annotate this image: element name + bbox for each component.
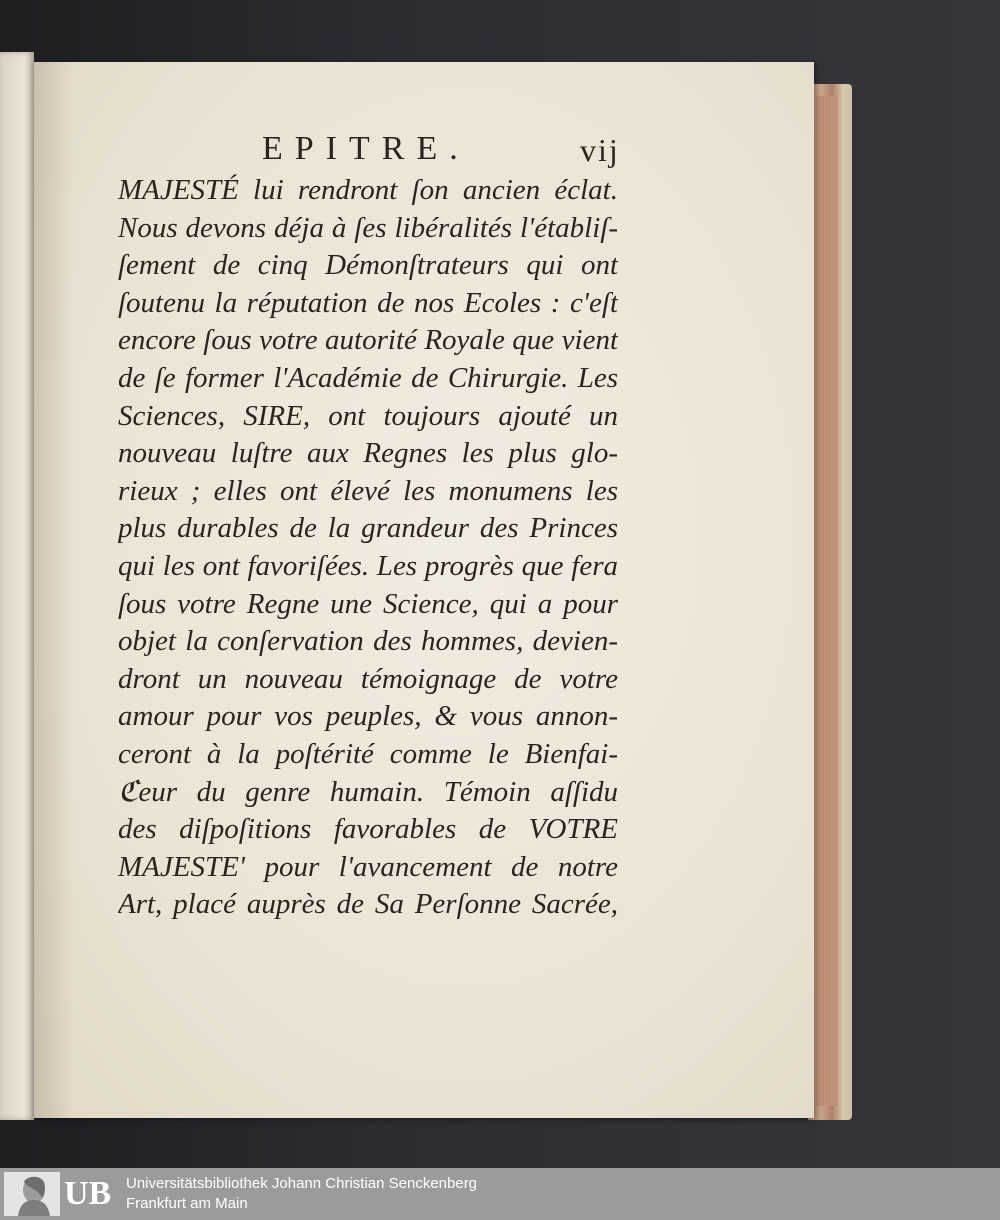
text-line: dront un nouveau témoignage de votre [118,662,618,695]
text-line: de ſe former l'Académie de Chirurgie. Les [118,361,618,394]
text-line: ceront à la poſtérité comme le Bienfai- [118,737,618,770]
gutter-shadow [34,62,74,1118]
page-number: vij [580,132,620,168]
text-line: objet la conſervation des hommes, devien- [118,625,618,658]
institution-line-2: Frankfurt am Main [126,1195,248,1212]
text-line: des diſpoſitions favorables de VOTRE [118,813,618,846]
text-line: rieux ; elles ont élevé les monumens les [118,474,618,507]
body-text [118,172,618,924]
text-line: ſous votre Regne une Science, qui a pour [118,587,618,620]
running-title: EPITRE. [262,130,470,167]
text-line: plus durables de la grandeur des Princes [118,512,618,545]
text-line: nouveau luſtre aux Regnes les plus glo- [118,437,618,470]
institution-name[interactable] [126,1174,477,1214]
logo-text: UB [64,1175,112,1212]
library-logo[interactable] [4,1172,116,1216]
text-line: qui les ont favoriſées. Les progrès que fera [118,549,618,582]
text-line: amour pour vos peuples, & vous annon- [118,700,618,733]
institution-line-1: Universitätsbibliothek Johann Christian Senckenberg [126,1175,478,1192]
text-line: MAJESTE' pour l'avancement de notre [118,850,618,883]
footer-bar [0,1168,1000,1220]
page-header [0,130,1000,170]
text-line: Art, placé auprès de Sa Perſonne Sacrée, [118,888,618,921]
page-block-edge [816,96,838,1106]
text-line: MAJESTÉ lui rendront ſon ancien éclat. [118,174,618,206]
text-line: ſement de cinq Démonſtrateurs qui ont [118,249,618,282]
text-line: ſoutenu la réputation de nos Ecoles : c'eſt [118,286,618,319]
text-line: Nous devons déja à ſes libéralités l'établiſ- [118,211,618,244]
portrait-icon [4,1172,60,1216]
facing-page-edge [0,52,34,1120]
text-line: Sciences, SIRE, ont toujours ajouté un [118,399,618,432]
text-line: encore ſous votre autorité Royale que vient [118,324,618,357]
text-line: ℭeur du genre humain. Témoin aſſidu [118,775,618,808]
